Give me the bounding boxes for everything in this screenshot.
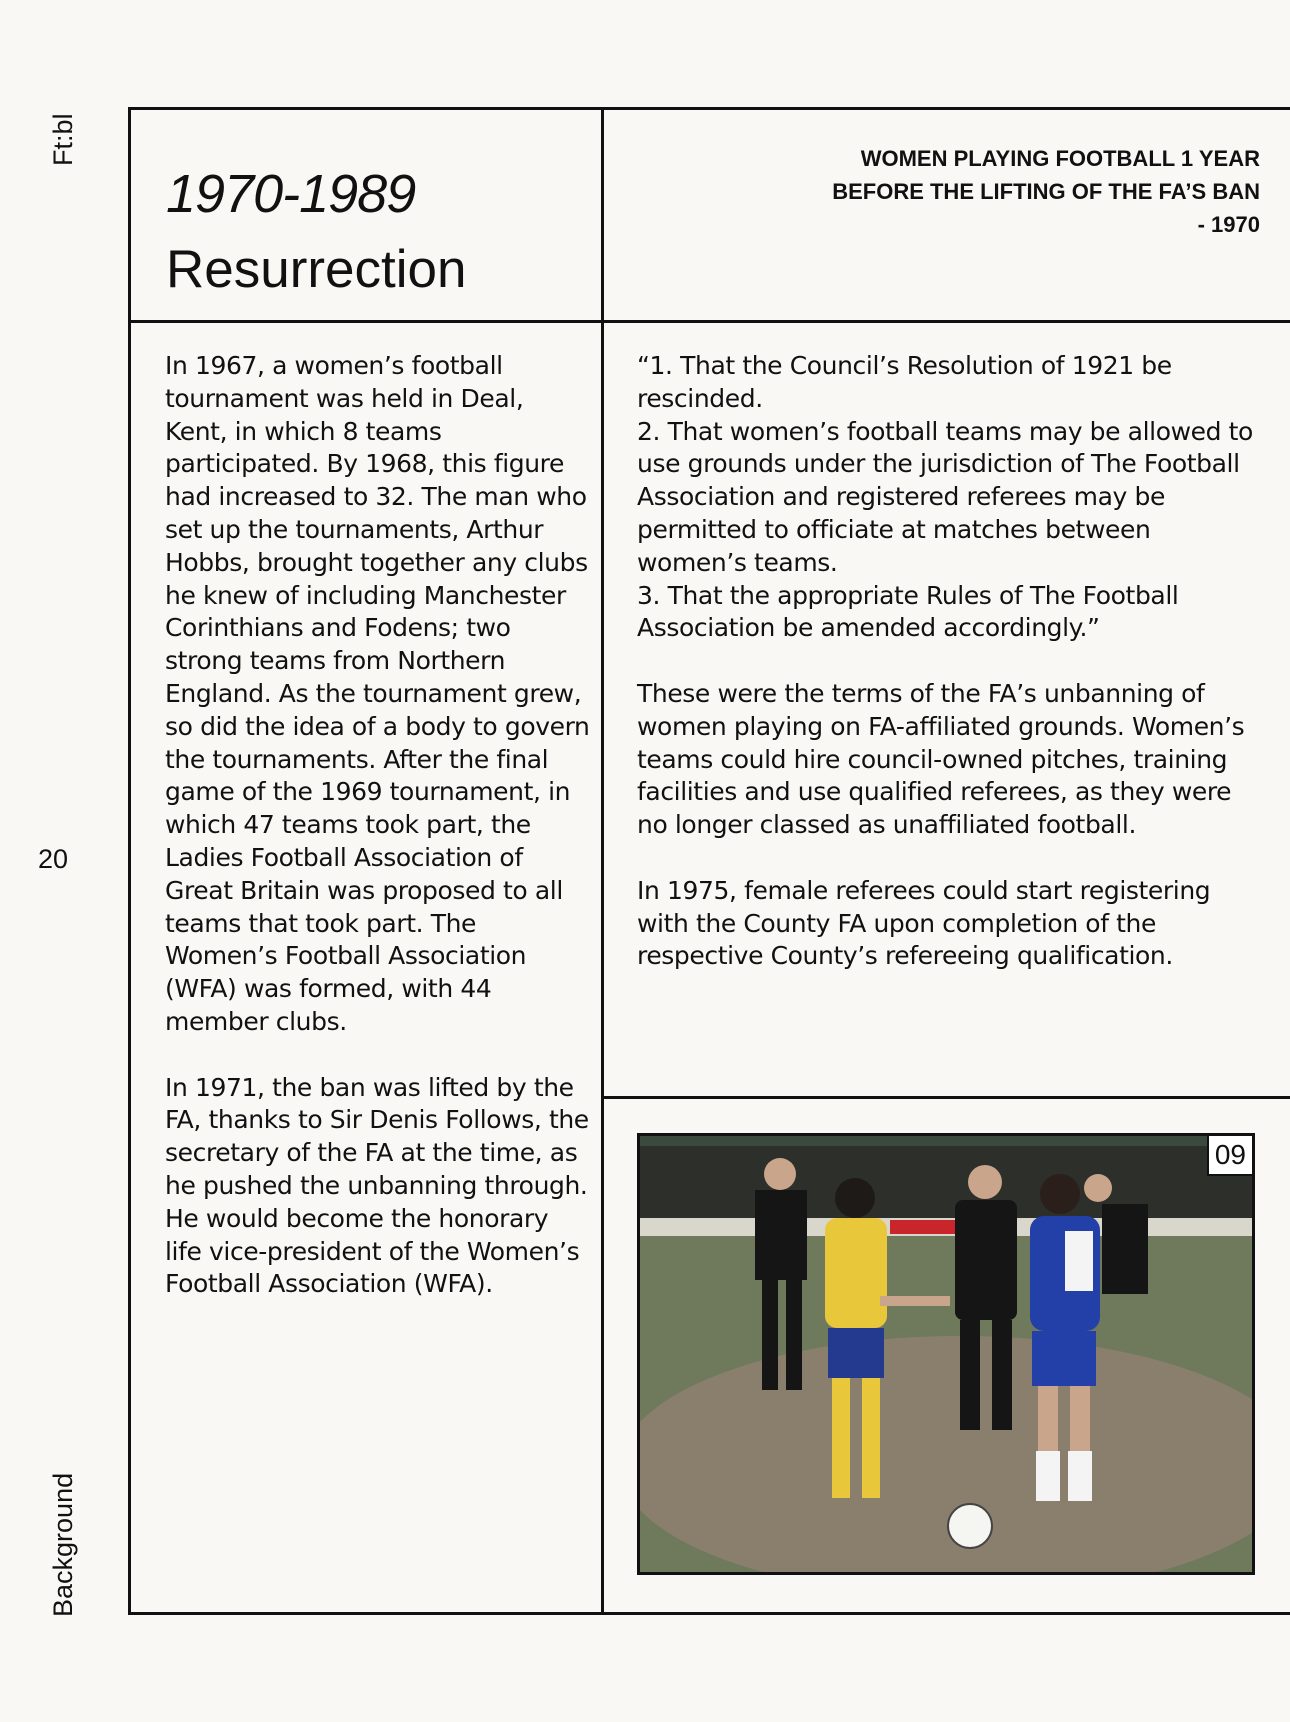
- right-column-text: [637, 350, 1267, 1006]
- grid-left-border: [128, 107, 131, 1615]
- grid-header-divider: [128, 320, 1290, 323]
- photo-mud: [640, 1336, 1252, 1572]
- left-paragraph: In 1967, a women’s football tournament was held in Deal, Kent, in which 8 teams participated. By 1968, this figure had increased to 32. The man who set up the tournaments, Arthur Hobbs, brought together any clubs he knew of including Manchester Corinthians and Fodens; two strong teams from Northern England. As the tournament grew, so did the idea of a body to govern the tournaments. After the final game of the 1969 tournament, in which 47 teams took part, the Ladies Football Association of Great Britain was proposed to all teams that took part. The Women’s Football Association (WFA) was formed, with 44 member clubs.: [165, 351, 590, 1036]
- match-photo: [637, 1133, 1255, 1575]
- right-paragraph: These were the terms of the FA’s unbanning of women playing on FA-affiliated grounds. Women’s teams could hire council-owned pitches, training facilities and use qualified referees, as they were no longer classed as unaffiliated football.: [637, 678, 1245, 840]
- quote-line: 3. That the appropriate Rules of The Football Association be amended accordingly.”: [637, 580, 1179, 643]
- grid-bottom-border: [128, 1612, 1290, 1615]
- page-number: 20: [38, 844, 69, 874]
- photo-caption: WOMEN PLAYING FOOTBALL 1 YEAR BEFORE THE LIFTING OF THE FA’S BAN - 1970: [832, 146, 1260, 237]
- football: [948, 1504, 992, 1548]
- sidebar-section: Background: [48, 1472, 78, 1617]
- grid-photo-divider: [601, 1096, 1290, 1099]
- grid-center-divider: [601, 107, 604, 1615]
- photo-stand: [640, 1146, 1252, 1218]
- section-title: Resurrection: [166, 240, 467, 299]
- section-years: 1970-1989: [166, 164, 416, 224]
- left-paragraph: In 1971, the ban was lifted by the FA, thanks to Sir Denis Follows, the secretary of the FA at the time, as he pushed the unbanning through. He would become the honorary life vice-president of the Women’s Football Association (WFA).: [165, 1072, 589, 1299]
- sidebar-brand: Ft:bl: [48, 113, 78, 166]
- fa-resolution-quote: [637, 350, 1267, 645]
- photo-number-badge: 09: [1207, 1136, 1252, 1176]
- quote-line: “1. That the Council’s Resolution of 1921 be rescinded.: [637, 351, 1172, 413]
- quote-line: 2. That women’s football teams may be allowed to use grounds under the jurisdiction of The Football Association and registered referees may be permitted to officiate at matches between women’s teams.: [637, 416, 1253, 577]
- match-photo-illustration: [640, 1136, 1252, 1572]
- right-paragraph: In 1975, female referees could start registering with the County FA upon completion of the respective County’s refereeing qualification.: [637, 875, 1211, 971]
- left-column-text: [165, 350, 590, 1334]
- grid-top-border: [128, 107, 1290, 110]
